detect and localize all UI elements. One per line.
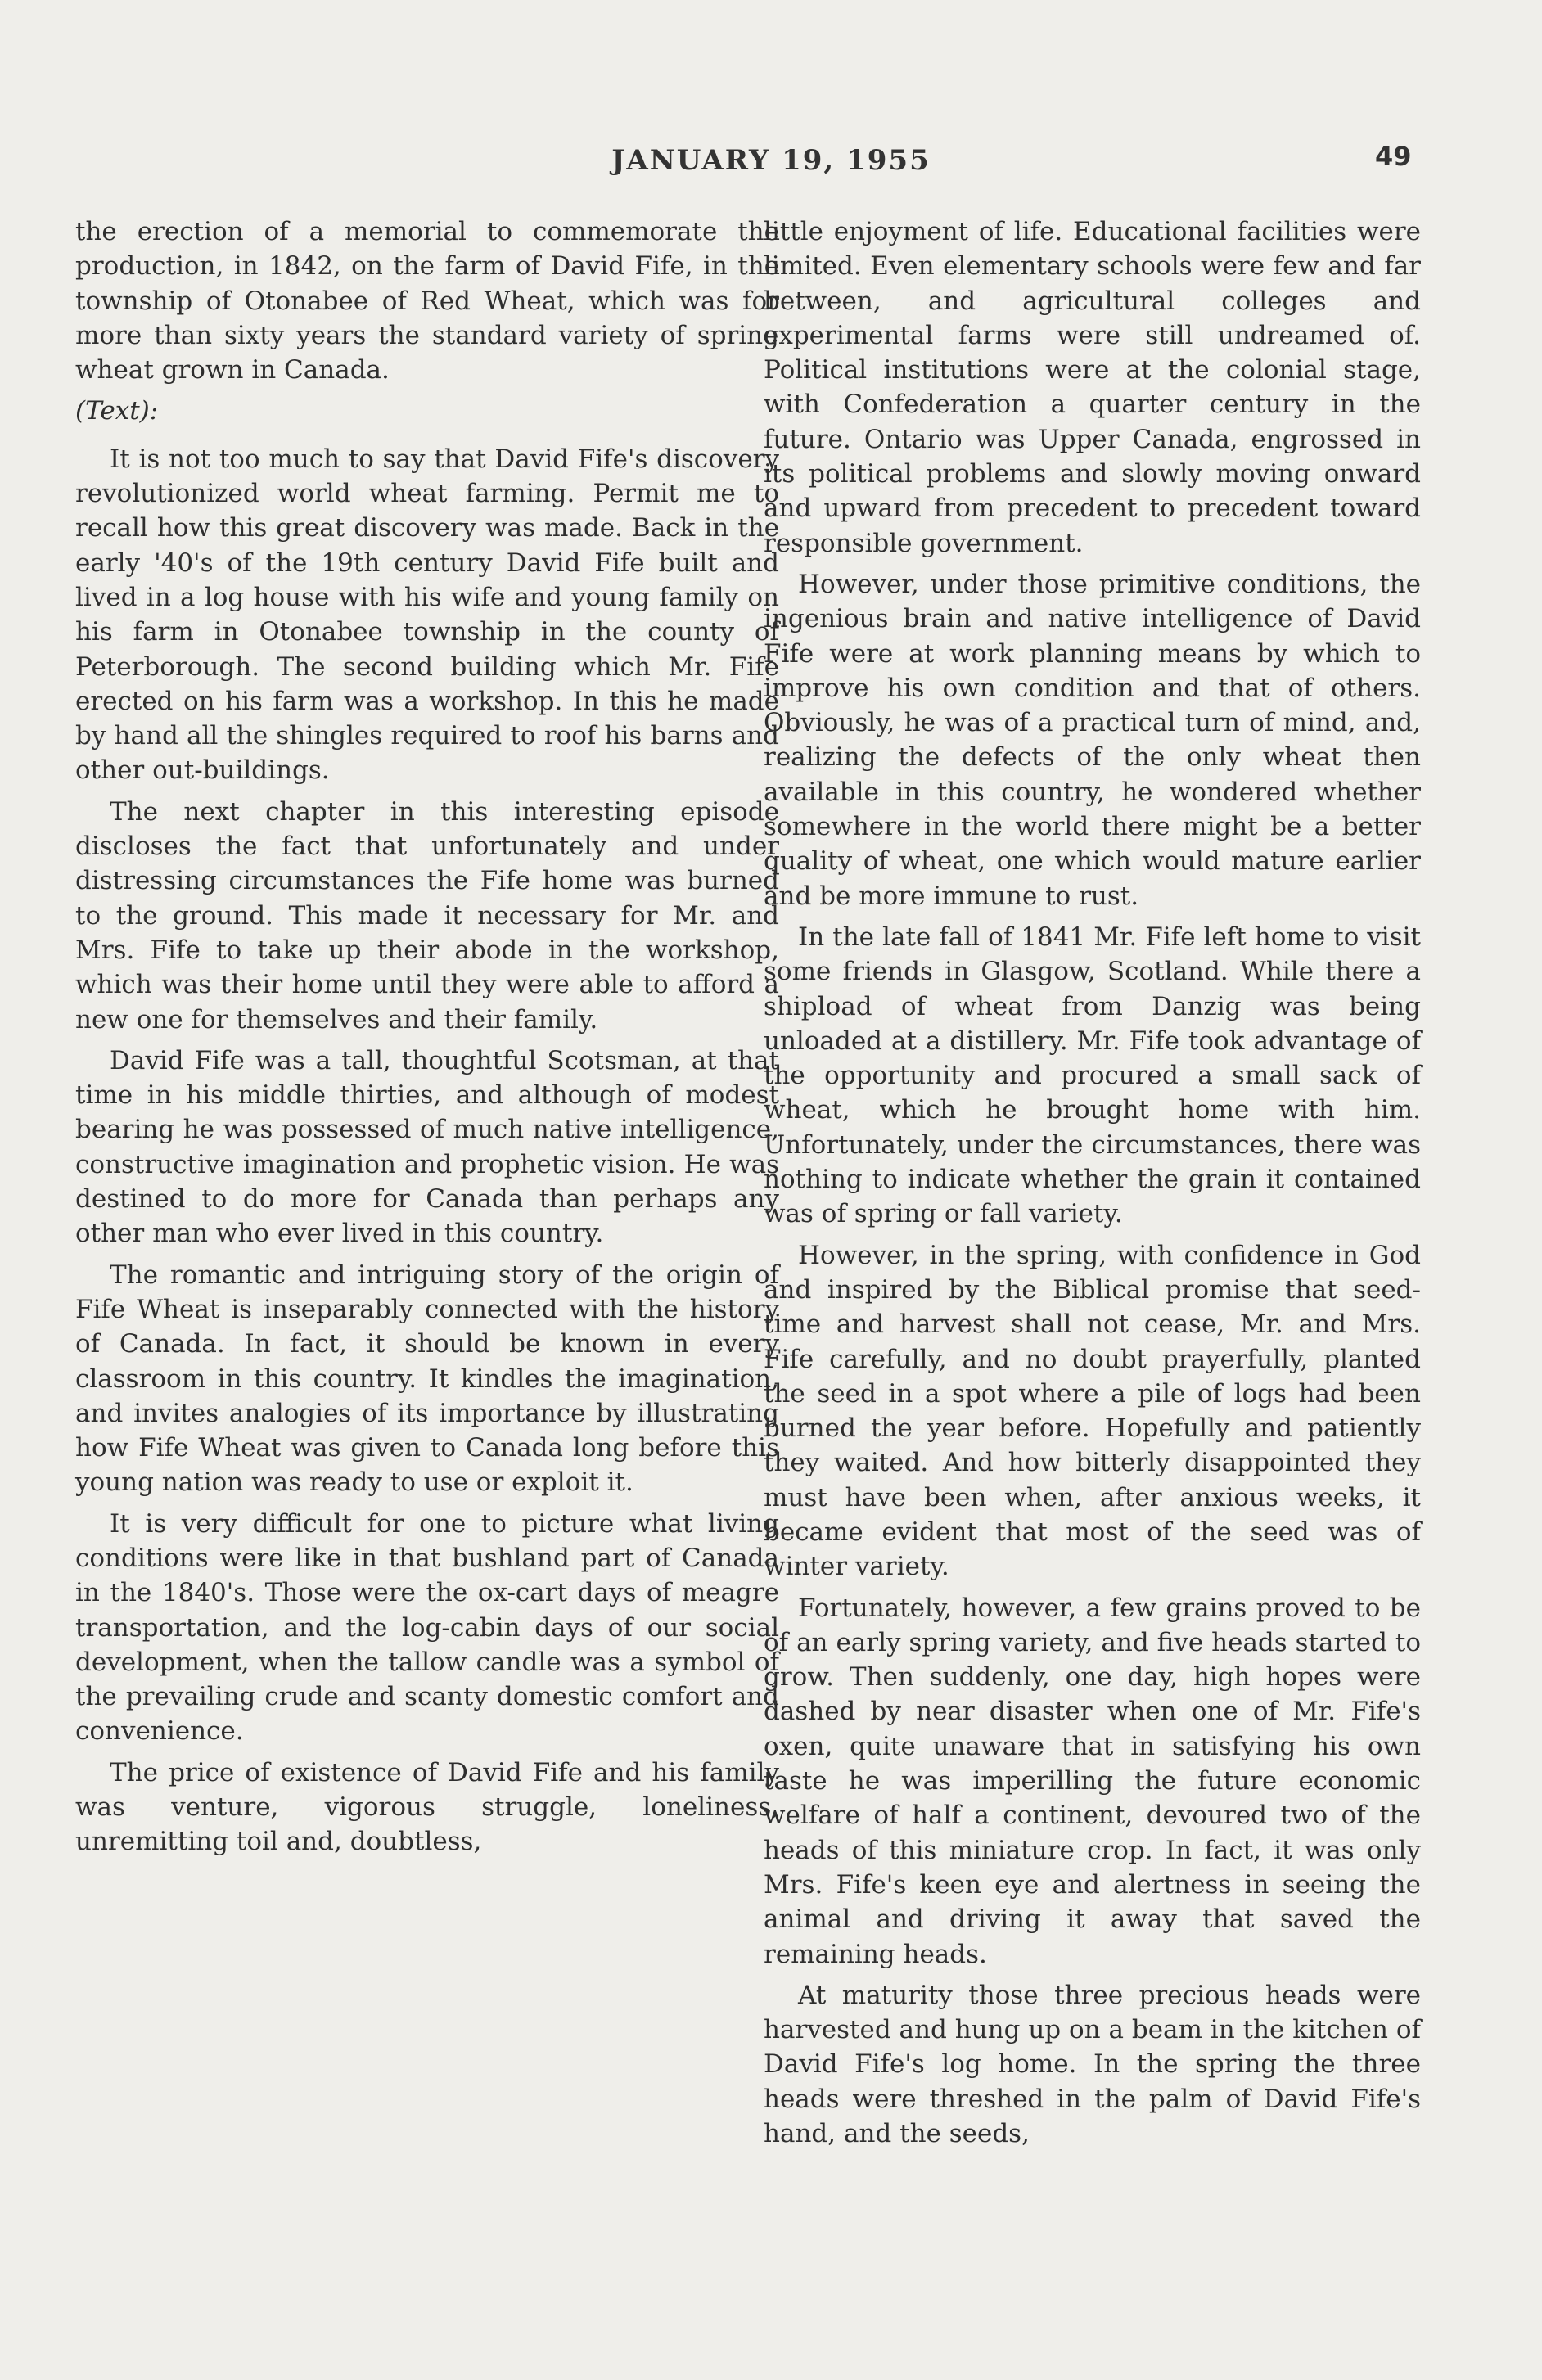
- right-column: [764, 214, 1421, 2157]
- paragraph: It is not too much to say that David Fife's discovery revolutionized world wheat farming. Permit me to recall how this great discovery was made. Back in the early '40's of the 19th century David Fife built and lived in a log house with his wife and young family on his farm in Otonabee township in the county of Peterborough. The second building which Mr. Fife erected on his farm was a workshop. In this he made by hand all the shingles required to roof his barns and other out-buildings.: [75, 444, 779, 786]
- paragraph: However, in the spring, with confidence in God and inspired by the Biblical promise that seed-time and harvest shall not cease, Mr. and Mrs. Fife carefully, and no doubt prayerfully, planted the seed in a spot where a pile of logs had been burned the year before. Hopefully and patiently they waited. And how bitterly disappointed they must have been when, after anxious weeks, it became evident that most of the seed was of winter variety.: [764, 1240, 1421, 1582]
- running-header-date: JANUARY 19, 1955: [611, 144, 931, 177]
- paragraph: Fortunately, however, a few grains proved to be of an early spring variety, and five heads started to grow. Then suddenly, one day, high hopes were dashed by near disaster when one of Mr. Fife's oxen, quite unaware that in satisfying his own taste he was imperilling the future economic welfare of half a continent, devoured two of the heads of this miniature crop. In fact, it was only Mrs. Fife's keen eye and alertness in seeing the animal and driving it away that saved the remaining heads.: [764, 1593, 1421, 1969]
- page-number: 49: [1375, 141, 1412, 172]
- paragraph: It is very difficult for one to picture what living conditions were like in that bushland part of Canada in the 1840's. Those were the ox-cart days of meagre transportation, and the log-cabin days of our social development, when the tallow candle was a symbol of the prevailing crude and scanty domestic comfort and convenience.: [75, 1508, 779, 1747]
- paragraph: David Fife was a tall, thoughtful Scotsman, at that time in his middle thirties, and although of modest bearing he was possessed of much native intelligence, constructive imagination and prophetic vision. He was destined to do more for Canada than perhaps any other man who ever lived in this country.: [75, 1045, 779, 1249]
- paragraph: At maturity those three precious heads were harvested and hung up on a beam in the kitchen of David Fife's log home. In the spring the three heads were threshed in the palm of David Fife's hand, and the seeds,: [764, 1980, 1421, 2149]
- paragraph: little enjoyment of life. Educational facilities were limited. Even elementary schools were few and far between, and agricultural colleges and experimental farms were still undreamed of. Political institutions were at the colonial stage, with Confederation a quarter century in the future. Ontario was Upper Canada, engrossed in its political problems and slowly moving onward and upward from precedent to precedent toward responsible government.: [764, 217, 1421, 558]
- text-label: (Text):: [75, 396, 159, 426]
- paragraph: The romantic and intriguing story of the origin of Fife Wheat is inseparably connected with the history of Canada. In fact, it should be known in every classroom in this country. It kindles the imagination, and invites analogies of its importance by illustrating how Fife Wheat was given to Canada long before this young nation was ready to use or exploit it.: [75, 1260, 779, 1498]
- left-column: [75, 214, 779, 1866]
- paragraph: The next chapter in this interesting episode discloses the fact that unfortunately and under distressing circumstances the Fife home was burned to the ground. This made it necessary for Mr. and Mrs. Fife to take up their abode in the workshop, which was their home until they were able to afford a new one for themselves and their family.: [75, 796, 779, 1034]
- paragraph: The price of existence of David Fife and his family was venture, vigorous struggle, loneliness, unremitting toil and, doubtless,: [75, 1757, 779, 1857]
- paragraph: the erection of a memorial to commemorate the production, in 1842, on the farm of David Fife, in the township of Otonabee of Red Wheat, which was for more than sixty years the standard variety of spring wheat grown in Canada.: [75, 217, 779, 385]
- paragraph: However, under those primitive conditions, the ingenious brain and native intelligence of David Fife were at work planning means by which to improve his own condition and that of others. Obviously, he was of a practical turn of mind, and, realizing the defects of the only wheat then available in this country, he wondered whether somewhere in the world there might be a better quality of wheat, one which would mature earlier and be more immune to rust.: [764, 569, 1421, 911]
- paragraph: In the late fall of 1841 Mr. Fife left home to visit some friends in Glasgow, Scotland. While there a shipload of wheat from Danzig was being unloaded at a distillery. Mr. Fife took advantage of the opportunity and procured a small sack of wheat, which he brought home with him. Unfortunately, under the circumstances, there was nothing to indicate whether the grain it contained was of spring or fall variety.: [764, 922, 1421, 1229]
